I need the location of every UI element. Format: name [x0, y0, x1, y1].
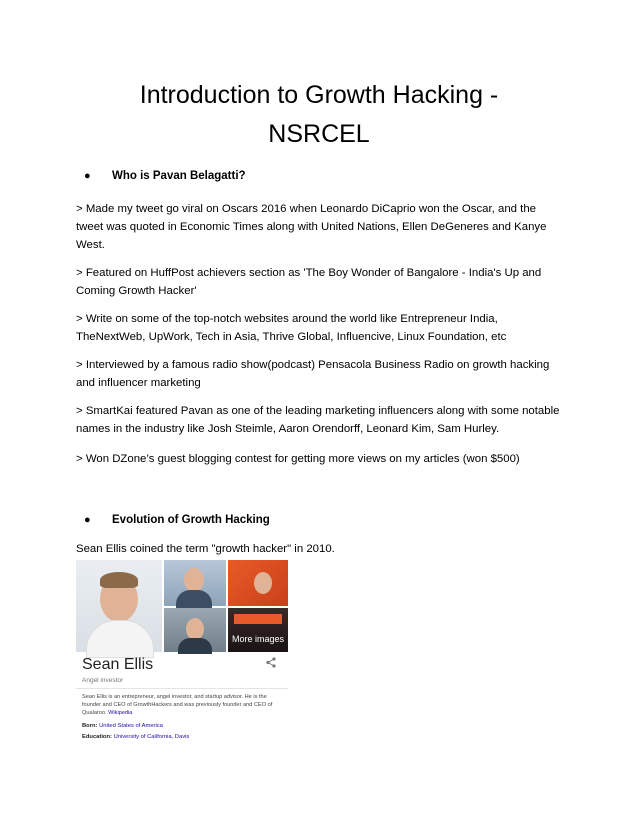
panel-title: Sean Ellis [82, 656, 154, 673]
photo-tile [228, 560, 438, 606]
title-line-1: Introduction to Growth Hacking - [139, 81, 499, 109]
paragraph-line: > Interviewed by a famous radio show(podcast) Pensacola Business Radio on growth hacking [76, 359, 550, 371]
photo-tile [228, 608, 288, 652]
fact-education [82, 734, 189, 740]
divider [76, 688, 288, 689]
photo-tile [164, 608, 226, 652]
title-line-2: NSRCEL [268, 120, 370, 148]
section-heading-evolution [84, 514, 270, 526]
fact-value: University of California, Davis [113, 734, 190, 740]
more-images-link: More images [232, 634, 285, 644]
description-text: Sean Ellis is an entrepreneur, angel investor, and startup advisor. He is the founder and CEO of GrowthHackers and was previously founder and CEO of Qualaroo. [82, 694, 273, 716]
knowledge-panel-image [76, 560, 438, 746]
paragraph-line: Sean Ellis coined the term "growth hacker" in 2010. [76, 543, 335, 555]
paragraph-line: and influencer marketing [76, 377, 201, 389]
paragraph-line: > Won DZone’s guest blogging contest for getting more views on my articles (won $500) [76, 453, 520, 465]
tile-text: ANGLI [386, 570, 438, 587]
panel-description [82, 693, 282, 717]
bullet-icon: ● [84, 170, 91, 182]
paragraph-line: Coming Growth Hacker' [76, 285, 197, 297]
paragraph-line: names in the industry like Josh Steimle, Aaron Orendorff, Leonard Kim, Sam Hurley. [76, 423, 500, 435]
fact-label: Education: [82, 734, 112, 740]
paragraph-sean-ellis [76, 540, 576, 558]
fact-label: Born: [82, 723, 98, 729]
portrait-photo [76, 560, 162, 652]
paragraph-line: tweet was quoted in Economic Times along with United Nations, Ellen DeGeneres and Kanye [76, 221, 547, 233]
paragraph-line: West. [76, 239, 105, 251]
section-heading-label: Who is Pavan Belagatti? [112, 170, 246, 182]
bullet-icon: ● [84, 514, 91, 526]
image-grid [76, 560, 438, 652]
wikipedia-link: Wikipedia [108, 710, 133, 716]
panel-subtitle: Angel investor [82, 677, 124, 684]
document-title [60, 76, 578, 154]
paragraph-line: > Write on some of the top-notch websites around the world like Entrepreneur India, [76, 313, 498, 325]
fact-value: United States of America [99, 723, 163, 729]
paragraph-smartkai [76, 402, 576, 438]
fact-born [82, 723, 163, 729]
section-heading-label: Evolution of Growth Hacking [112, 514, 270, 526]
section-heading-who [84, 170, 246, 182]
paragraph-dzone [76, 450, 576, 468]
paragraph-viral-tweet [76, 200, 576, 254]
paragraph-line: > Featured on HuffPost achievers section as 'The Boy Wonder of Bangalore - India's Up and [76, 267, 542, 279]
photo-tile [164, 560, 226, 606]
share-icon [266, 657, 276, 671]
paragraph-podcast [76, 356, 576, 392]
paragraph-line: TheNextWeb, UpWork, Tech in Asia, Thrive Global, Influencive, Linux Foundation, etc [76, 331, 507, 343]
paragraph-huffpost [76, 264, 576, 300]
paragraph-line: > Made my tweet go viral on Oscars 2016 when Leonardo DiCaprio won the Oscar, and the [76, 203, 536, 215]
paragraph-websites [76, 310, 576, 346]
paragraph-line: > SmartKai featured Pavan as one of the leading marketing influencers along with some notable [76, 405, 560, 417]
